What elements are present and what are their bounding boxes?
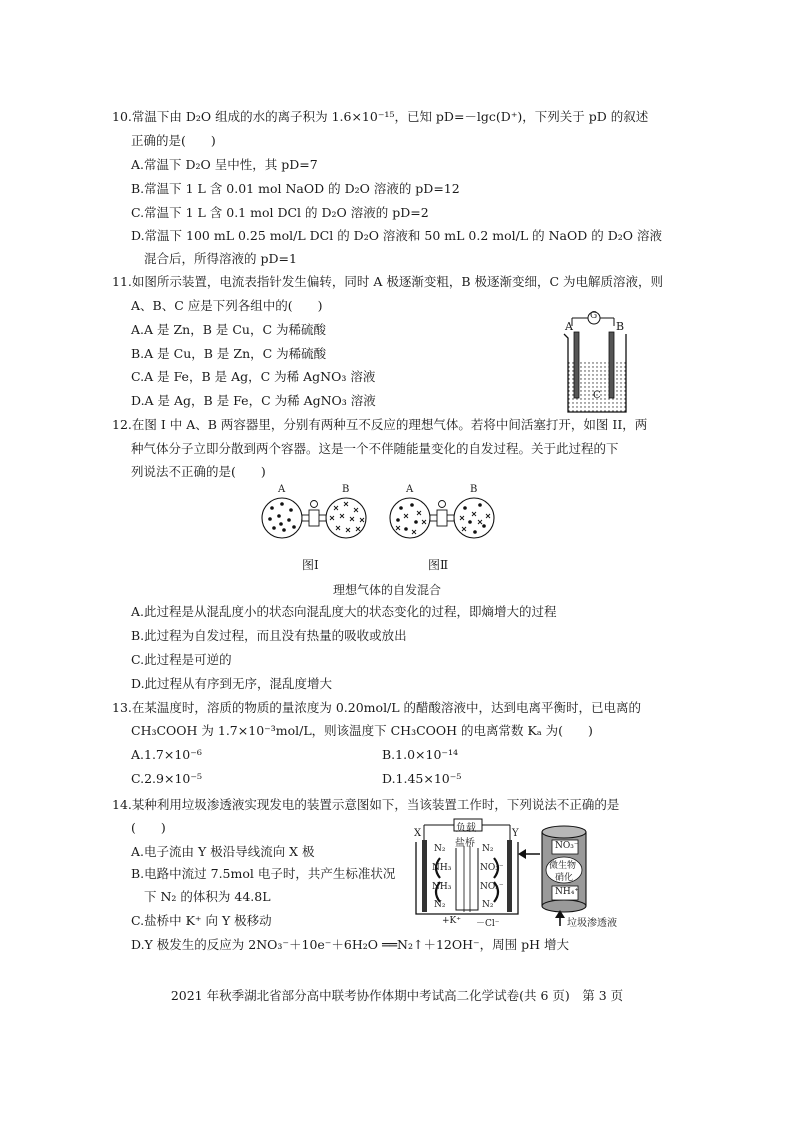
electrode-x-label: X	[414, 828, 422, 839]
left-nh3-top: NH₃	[432, 863, 452, 873]
q11-option-a: A.A 是 Zn，B 是 Cu，C 为稀硫酸	[131, 322, 326, 337]
q11-option-d: D.A 是 Ag，B 是 Fe，C 为稀 AgNO₃ 溶液	[131, 393, 376, 408]
q10-option-a: A.常温下 D₂O 呈中性，其 pD=7	[131, 157, 318, 172]
q11-option-b: B.A 是 Cu，B 是 Zn，C 为稀硫酸	[131, 346, 327, 361]
k-ion-label: +K⁺	[442, 916, 462, 926]
q11-stem-line2: A、B、C 应是下列各组中的( )	[131, 298, 323, 313]
q14-option-b-line1: B.电路中流过 7.5mol 电子时，共产生标准状况	[131, 866, 396, 881]
q12-stem-line2: 种气体分子立即分散到两个容器。这是一个不伴随能量变化的自发过程。关于此过程的下	[131, 441, 619, 456]
tank-no3-label: NO₃⁻	[555, 841, 579, 851]
left-nh3-bottom: NH₃	[432, 882, 452, 892]
left-n2-bottom: N₂	[434, 900, 446, 910]
fig1-container-b-label: B	[342, 484, 350, 495]
q10-stem-line1: 10.常温下由 D₂O 组成的水的离子积为 1.6×10⁻¹⁵，已知 pD=－lgc(D⁺)，下列关于 pD 的叙述	[112, 109, 649, 124]
q14-option-a: A.电子流由 Y 极沿导线流向 X 极	[131, 844, 315, 859]
electrode-b-label: B	[616, 320, 625, 333]
q13-option-c: C.2.9×10⁻⁵	[131, 771, 202, 786]
q10-stem-line2: 正确的是( )	[131, 133, 216, 148]
electrode-a-label: A	[565, 320, 573, 333]
salt-bridge-label: 盐桥	[455, 838, 475, 849]
microbe-label-line1: 微生物	[549, 861, 577, 871]
gas-mixing-figure-title: 理想气体的自发混合	[333, 583, 442, 597]
q14-option-c: C.盐桥中 K⁺ 向 Y 极移动	[131, 913, 272, 928]
q12-option-b: B.此过程为自发过程，而且没有热量的吸收或放出	[131, 628, 407, 643]
fig1-container-a-label: A	[278, 484, 286, 495]
q12-option-a: A.此过程是从混乱度小的状态向混乱度大的状态变化的过程，即熵增大的过程	[131, 604, 557, 619]
tank-nh4-label: NH₄⁺	[555, 887, 580, 897]
right-no3-top: NO₃⁻	[480, 863, 504, 873]
q13-option-d: D.1.45×10⁻⁵	[382, 771, 462, 786]
electrode-y-label: Y	[512, 828, 519, 839]
q10-option-d-line2: 混合后，所得溶液的 pD=1	[144, 251, 297, 266]
q10-option-c: C.常温下 1 L 含 0.1 mol DCl 的 D₂O 溶液的 pD=2	[131, 205, 429, 220]
gas-mixing-figure	[260, 486, 530, 546]
q14-option-d: D.Y 极发生的反应为 2NO₃⁻＋10e⁻＋6H₂O ══N₂↑＋12OH⁻，周围 pH 增大	[131, 937, 569, 952]
left-n2-top: N₂	[434, 844, 446, 854]
leachate-cell-figure	[412, 818, 628, 930]
fig2-container-b-label: B	[470, 484, 478, 495]
q14-stem-line2: ( )	[131, 820, 166, 835]
fig2-container-a-label: A	[406, 484, 414, 495]
figure-2-apparatus	[390, 498, 494, 538]
load-label: 负载	[456, 823, 476, 834]
right-n2-top: N₂	[482, 844, 494, 854]
galvanometer-label: G	[590, 311, 598, 321]
right-no3-bottom: NO₃⁻	[480, 882, 504, 892]
q12-option-c: C.此过程是可逆的	[131, 652, 232, 667]
cl-ion-label: －Cl⁻	[476, 919, 500, 929]
q12-stem-line1: 12.在图 I 中 A、B 两容器里，分别有两种互不反应的理想气体。若将中间活塞打开，如图 II，两	[112, 417, 648, 432]
figure-1-caption: 图Ⅰ	[302, 558, 319, 572]
leachate-label: 垃圾渗透液	[567, 918, 617, 929]
figure-1-apparatus	[262, 498, 366, 538]
q13-option-b: B.1.0×10⁻¹⁴	[382, 747, 459, 762]
q12-option-d: D.此过程从有序到无序，混乱度增大	[131, 676, 333, 691]
figure-2-caption: 图Ⅱ	[428, 558, 449, 572]
q14-stem-line1: 14.某种利用垃圾渗透液实现发电的装置示意图如下，当该装置工作时，下列说法不正确的是	[112, 797, 620, 812]
q10-option-d-line1: D.常温下 100 mL 0.25 mol/L DCl 的 D₂O 溶液和 50 mL 0.2 mol/L 的 NaOD 的 D₂O 溶液	[131, 228, 662, 243]
q13-stem-line1: 13.在某温度时，溶质的物质的量浓度为 0.20mol/L 的醋酸溶液中，达到电离平衡时，已电离的	[112, 700, 642, 715]
right-n2-bottom: N₂	[482, 900, 494, 910]
q10-option-b: B.常温下 1 L 含 0.01 mol NaOD 的 D₂O 溶液的 pD=12	[131, 181, 460, 196]
q13-option-a: A.1.7×10⁻⁶	[131, 747, 202, 762]
page-footer: 2021 年秋季湖北省部分高中联考协作体期中考试高二化学试卷(共 6 页) 第 3 页	[170, 988, 624, 1003]
q14-option-b-line2: 下 N₂ 的体积为 44.8L	[144, 889, 271, 904]
microbe-label-line2: 硝化	[555, 873, 574, 883]
q12-stem-line3: 列说法不正确的是( )	[131, 464, 266, 479]
q11-stem-line1: 11.如图所示装置，电流表指针发生偏转，同时 A 极逐渐变粗，B 极逐渐变细，C 为电解质溶液，则	[112, 274, 664, 289]
electrolyte-label: C	[593, 390, 601, 401]
q11-option-c: C.A 是 Fe，B 是 Ag，C 为稀 AgNO₃ 溶液	[131, 369, 376, 384]
galvanic-cell-figure	[560, 310, 632, 416]
q13-stem-line2: CH₃COOH 为 1.7×10⁻³mol/L，则该温度下 CH₃COOH 的电离常数 Kₐ 为( )	[131, 723, 593, 738]
